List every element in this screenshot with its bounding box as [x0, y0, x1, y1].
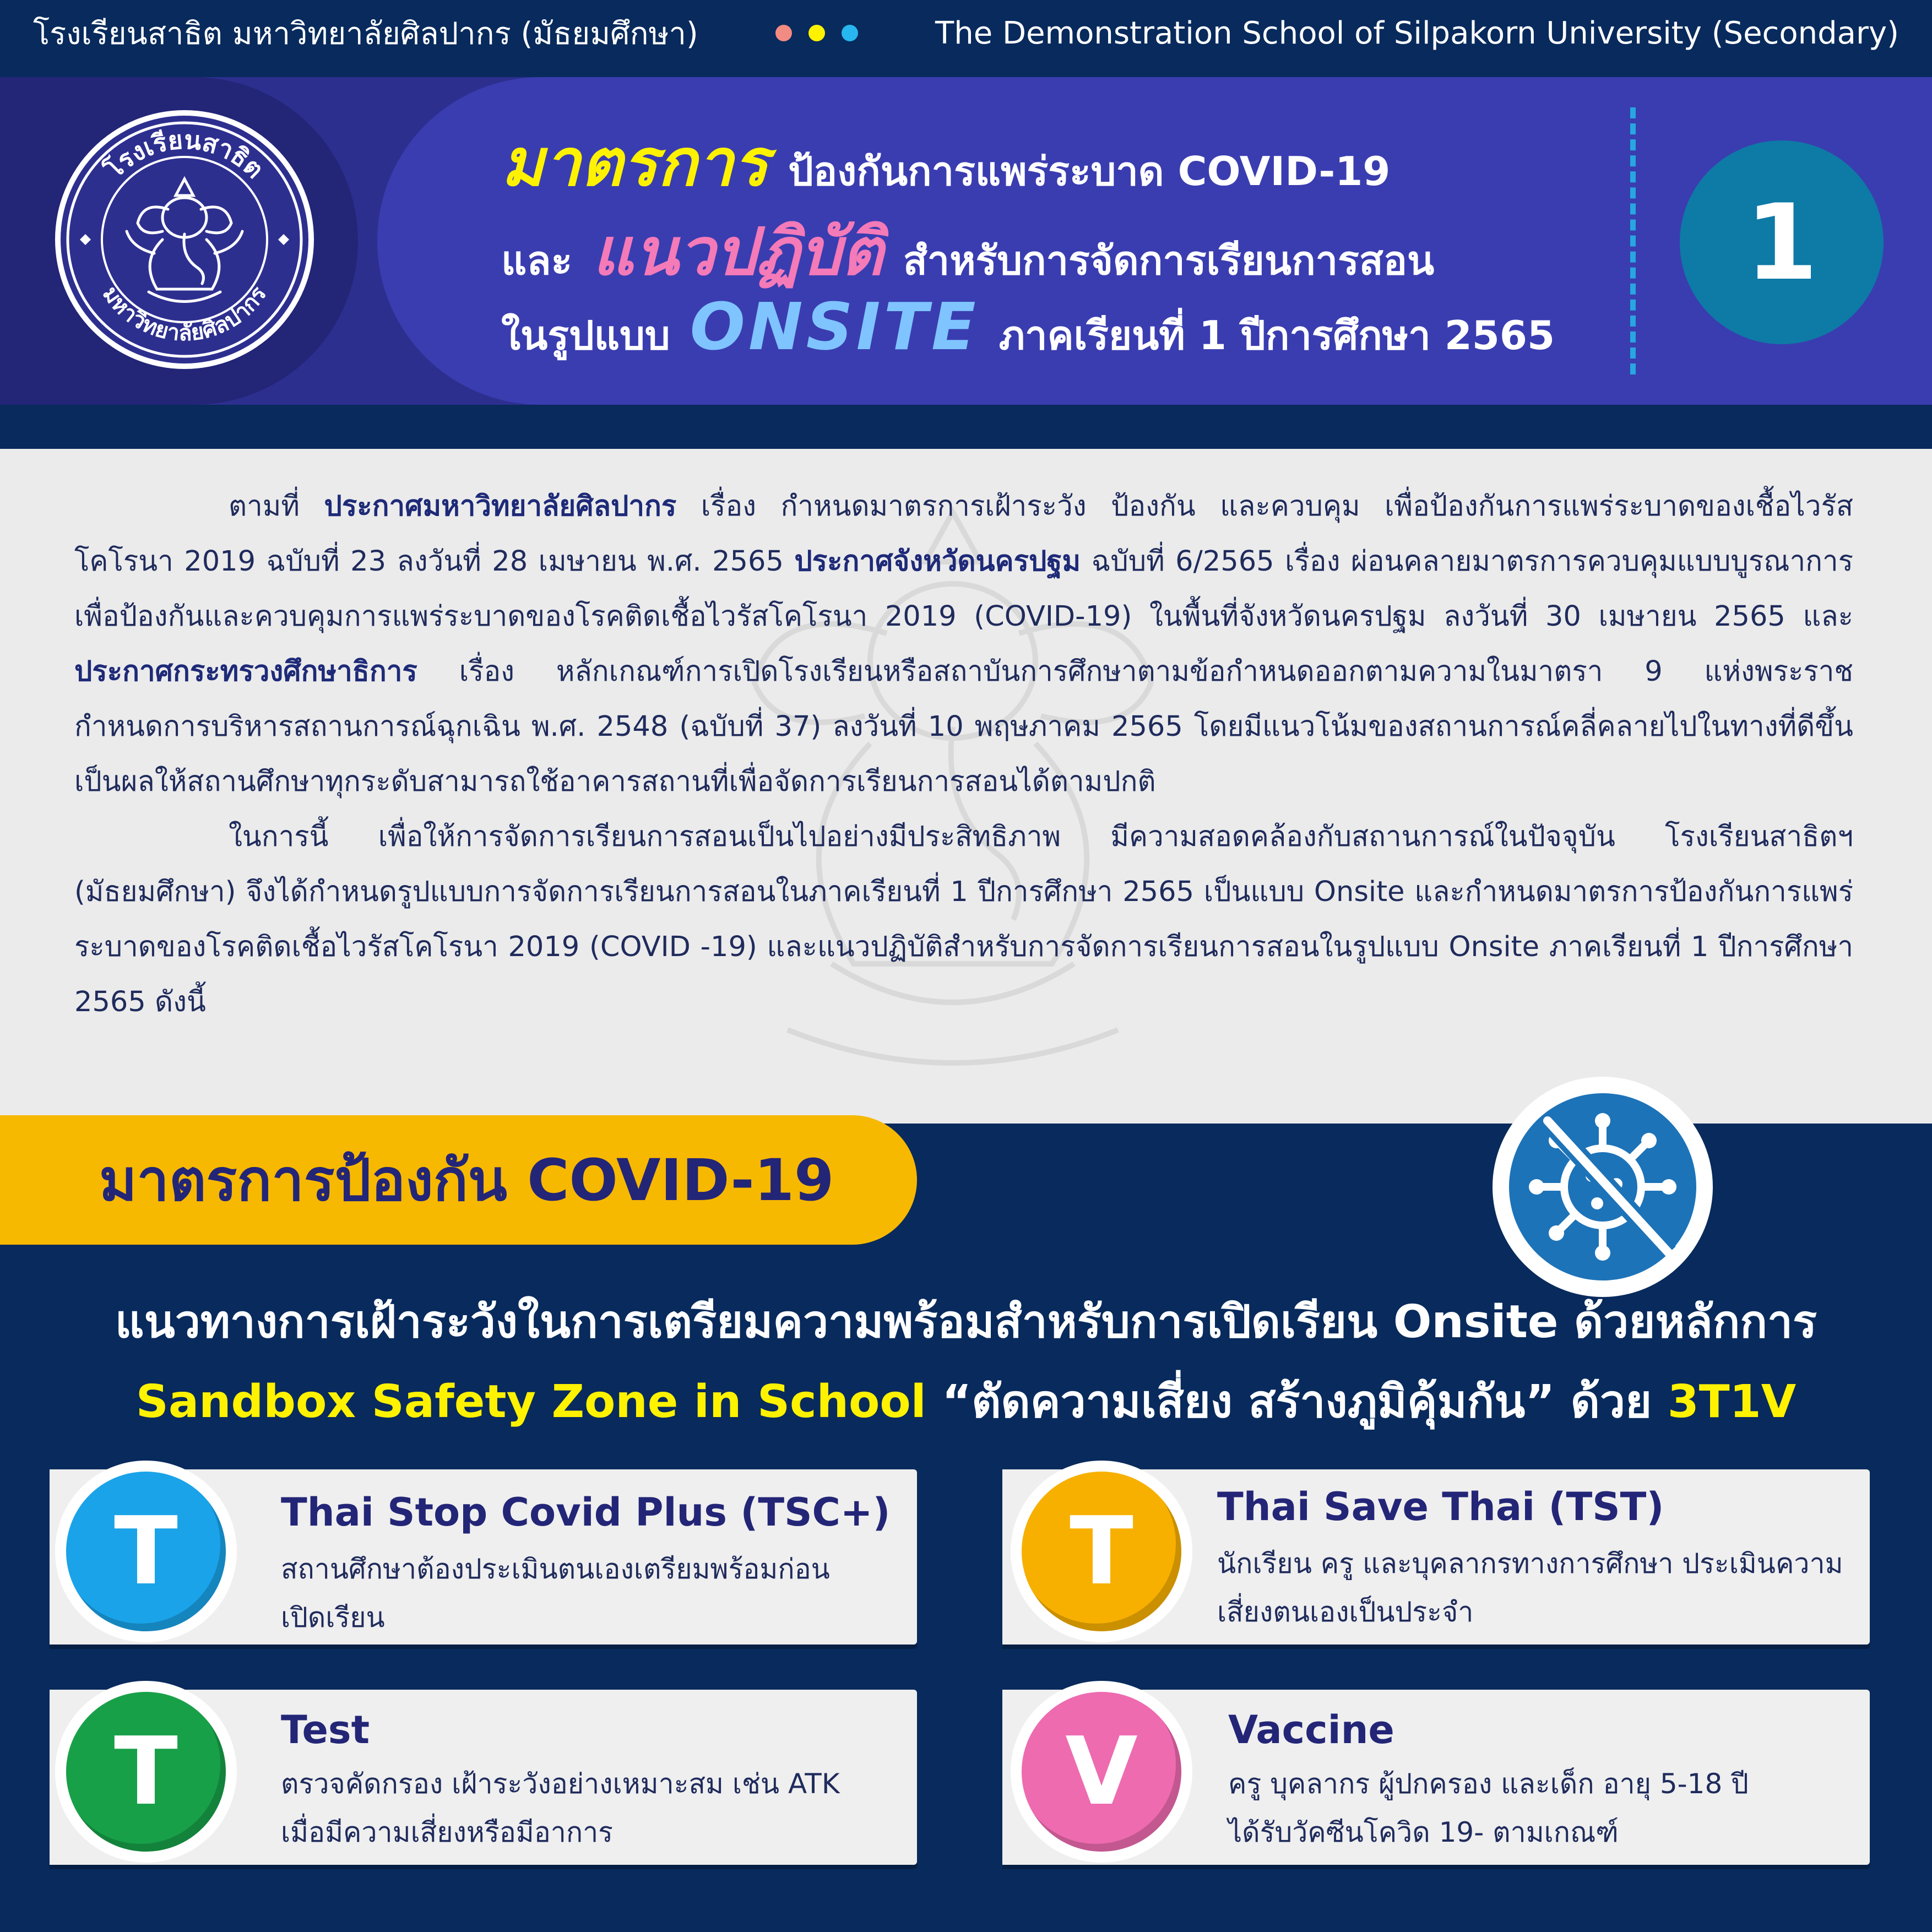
card-title: Vaccine [1228, 1707, 1394, 1752]
ganesha-seal-icon [55, 110, 314, 369]
intro-text-run: ฉบับที่ 6/2565 เรื่อง ผ่อนคลายมาตรการควบคุมแบบบูรณาการเพื่อป้องกันและควบคุมการแพร่ระบาดของโรคติดเชื้อไวรัสโคโรนา 2019 (COVID-19) ในพื้นที่จังหวัดนครปฐม ลงวันที่ 30 เมษายน 2565 และ [74, 545, 1853, 633]
decorative-dots [775, 25, 858, 41]
school-seal-logo [55, 110, 314, 369]
dot-icon [775, 25, 792, 41]
title-line-3-prefix: ในรูปแบบ [501, 312, 670, 359]
top-bar [0, 0, 1932, 66]
title-line-1-text: ป้องกันการแพร่ระบาด COVID-19 [788, 148, 1391, 194]
measures-tab: มาตรการป้องกัน COVID-19 [0, 1115, 917, 1245]
intro-paragraph-1 [74, 479, 1853, 810]
intro-announcement-name: ประกาศกระทรวงศึกษาธิการ [74, 655, 417, 688]
card-description [1217, 1539, 1843, 1636]
title-guidelines-word: แนวปฏิบัติ [592, 214, 883, 290]
school-name-thai: โรงเรียนสาธิต มหาวิทยาลัยศิลปากร (มัธยมศึกษา) [33, 15, 698, 52]
guideline-heading: แนวทางการเฝ้าระวังในการเตรียมความพร้อมสำหรับการเปิดเรียน Onsite ด้วยหลักการ [115, 1296, 1817, 1348]
card-description-line: นักเรียน ครู และบุคลากรทางการศึกษา ประเมินความ [1217, 1548, 1843, 1580]
no-virus-icon [1509, 1093, 1696, 1280]
intro-text-run: เรื่อง หลักเกณฑ์การเปิดโรงเรียนหรือสถาบันการศึกษาตามข้อกำหนดออกตามความในมาตรา 9 แห่งพระราชกำหนดการบริหารสถานการณ์ฉุกเฉิน พ.ศ. 2548 (ฉบับที่ 37) ลงวันที่ 10 พฤษภาคม 2565 โดยมีแนวโน้มของสถานการณ์คลี่คลายไปในทางที่ดีขึ้น เป็นผลให้สถานศึกษาทุกระดับสามารถใช้อาคารสถานที่เพื่อจัดการเรียนการสอนได้ตามปกติ [74, 655, 1853, 798]
card-description-line: ครู บุคลากร ผู้ปกครอง และเด็ก อายุ 5-18 ปี [1228, 1768, 1749, 1800]
card-description-line: ตรวจคัดกรอง เฝ้าระวังอย่างเหมาะสม เช่น ATK [281, 1768, 840, 1800]
title-line-3-text: ภาคเรียนที่ 1 ปีการศึกษา 2565 [998, 312, 1555, 359]
intro-text [74, 479, 1853, 1030]
title-onsite-word: ONSITE [690, 289, 979, 365]
dot-icon [808, 25, 825, 41]
letter-t-badge: T [66, 1692, 226, 1852]
intro-paragraph-2: ในการนี้ เพื่อให้การจัดการเรียนการสอนเป็นไปอย่างมีประสิทธิภาพ มีความสอดคล้องกับสถานการณ์ในปัจจุบัน โรงเรียนสาธิตฯ (มัธยมศึกษา) จึงได้กำหนดรูปแบบการจัดการเรียนการสอนในภาคเรียนที่ 1 ปีการศึกษา 2565 เป็นแบบ Onsite และกำหนดมาตรการป้องกันการแพร่ระบาดของโรคติดเชื้อไวรัสโคโรนา 2019 (COVID -19) และแนวปฏิบัติสำหรับการจัดการเรียนการสอนในรูปแบบ Onsite ภาคเรียนที่ 1 ปีการศึกษา 2565 ดังนี้ [74, 821, 1853, 1018]
letter-t-badge: T [66, 1472, 226, 1631]
school-name-english: The Demonstration School of Silpakorn University (Secondary) [935, 15, 1899, 51]
card-title: Test [281, 1707, 370, 1752]
page-number-badge: 1 [1680, 140, 1884, 344]
card-description-line: เสี่ยงตนเองเป็นประจำ [1217, 1596, 1474, 1628]
intro-announcement-name: ประกาศมหาวิทยาลัยศิลปากร [324, 490, 677, 523]
sandbox-label: Sandbox Safety Zone in School [135, 1376, 926, 1428]
card-description-line: เปิดเรียน [281, 1602, 385, 1633]
title-line-1 [501, 110, 1608, 199]
intro-text-run: ตามที่ [229, 490, 324, 523]
title-divider [1630, 107, 1636, 375]
3t1v-label: 3T1V [1667, 1376, 1797, 1428]
dot-icon [842, 25, 858, 41]
card-description-line: สถานศึกษาต้องประเมินตนเองเตรียมพร้อมก่อน [281, 1553, 830, 1585]
letter-t-badge: T [1022, 1472, 1181, 1631]
letter-v-badge: V [1022, 1692, 1181, 1852]
intro-announcement-name: ประกาศจังหวัดนครปฐม [794, 545, 1081, 578]
page-title [501, 110, 1608, 378]
card-description-line: ได้รับวัคซีนโควิด 19- ตามเกณฑ์ [1228, 1816, 1619, 1848]
svg-text:มหาวิทยาลัยศิลปากร: มหาวิทยาลัยศิลปากร [97, 281, 272, 346]
title-line-2-text: สำหรับการจัดการเรียนการสอน [903, 237, 1435, 284]
slogan-text: “ตัดความเสี่ยง สร้างภูมิคุ้มกัน” ด้วย [942, 1376, 1652, 1428]
card-title: Thai Stop Covid Plus (TSC+) [281, 1490, 891, 1535]
guideline-subheading [0, 1366, 1932, 1437]
card-description-line: เมื่อมีความเสี่ยงหรือมีอาการ [281, 1816, 614, 1848]
title-line-2 [501, 199, 1608, 289]
card-description [1228, 1760, 1749, 1857]
title-line-2-prefix: และ [501, 237, 573, 284]
card-description [281, 1760, 840, 1857]
intro-text-run: เรื่อง กำหนดมาตรการเฝ้าระวัง ป้องกัน และควบคุม เพื่อป้องกันการแพร่ระบาดของเชื้อไวรัสโคโรนา 2019 ฉบับที่ 23 ลงวันที่ 28 เมษายน พ.ศ. 2565 [74, 490, 1853, 578]
card-description [281, 1545, 830, 1642]
title-measures-word: มาตรการ [501, 124, 769, 200]
card-title: Thai Save Thai (TST) [1217, 1484, 1664, 1529]
svg-text:โรงเรียนสาธิต: โรงเรียนสาธิต [99, 124, 270, 184]
